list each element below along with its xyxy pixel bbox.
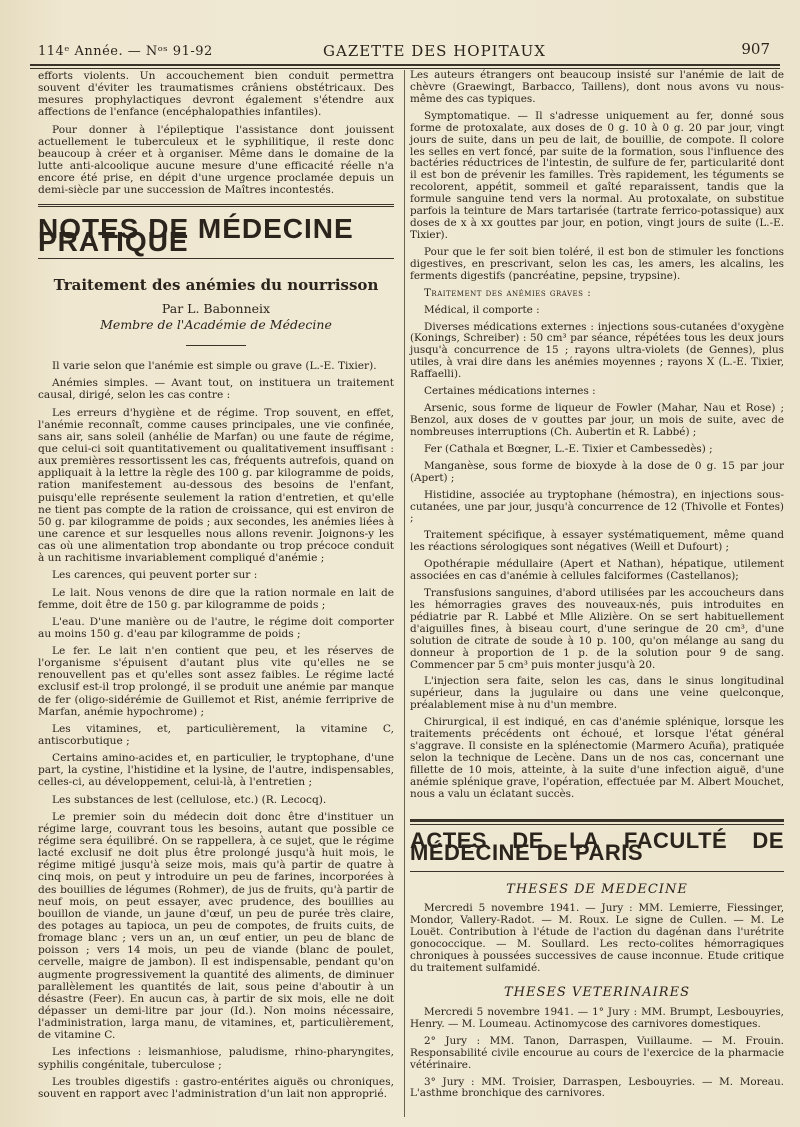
paragraph: Les carences, qui peuvent porter sur : (52, 569, 258, 582)
paragraph: L'injection sera faite, selon les cas, dans le sinus longitudinal supérieur, dans la jugulaire ou dans une veine quelconque, préalablement mise à nu d'un membre. (410, 675, 784, 712)
title-divider (186, 345, 246, 346)
paragraph: Mercredi 5 novembre 1941. — 1° Jury : MM. Brumpt, Lesbouyries, Henry. — M. Loumeau. Actinomycose des carnivores domestiques. (410, 1005, 784, 1030)
paragraph: Opothérapie médullaire (Apert et Nathan), hépatique, utilement associées en cas d'anémie à cellules falciformes (Castellanos); (410, 558, 784, 583)
paragraph: Les auteurs étrangers ont beaucoup insisté sur l'anémie de lait de chèvre (Graewingt, Barbacco, Taillens), dont nous avons vu nous-même des cas typiques. (410, 69, 784, 105)
paragraph: Chirurgical, il est indiqué, en cas d'anémie splénique, lorsque les traitements précédents ont échoué, et lorsque l'état général s'aggrave. Il consiste en la splénectomie (Marmero Acuña), pratiquée selon la technique de Lecène. Dans un de nos cas, concernant une fillette de 10 mois, atteinte, à la suite d'une infection aiguë, d'une anémie splénique grave, l'opération, effectuée par M. Albert Mouchet, nous a valu un éclatant succès. (410, 716, 784, 800)
paragraph: Il varie selon que l'anémie est simple ou grave (L.-E. Tixier). (52, 360, 377, 373)
paragraph: 2° Jury : MM. Tanon, Darraspen, Vuillaume. — M. Frouin. Responsabilité civile encourue au cours de l'exercice de la pharmacie vétérinaire. (410, 1034, 784, 1071)
paragraph: Mercredi 5 novembre 1941. — Jury : MM. Lemierre, Fiessinger, Mondor, Vallery-Radot. — M. Roux. Le signe de Cullen. — M. Le Louët. Contribution à l'étude de l'action du dagénan dans l'urétrite gonococcique. — M. Soullard. Les recto-colites hémorragiques chroniques à poussées successives de cause inconnue. Etude critique du traitement sulfamidé. (410, 902, 784, 975)
paragraph: Anémies simples. — Avant tout, on instituera un traitement causal, dirigé, selon les cas contre : (38, 377, 394, 402)
paragraph: Les troubles digestifs : gastro-entérites aiguës ou chroniques, souvent en rapport avec l'administration d'un lait non approprié. (38, 1075, 394, 1100)
section-rule (38, 258, 394, 259)
paragraph: Certains amino-acides et, en particulier, le tryptophane, d'une part, la cystine, l'histidine et la lysine, de l'autre, indispensables, celles-ci, au développement, celui-là, à l'entretien ; (38, 752, 394, 789)
paragraph: Transfusions sanguines, d'abord utilisées par les accoucheurs dans les hémorragies graves des nouveaux-nés, puis introduites en pédiatrie par R. Labbé et Mlle Alizière. On se sert habituellement d'aiguilles fines, à biseau court, d'une seringue de 20 cm³, d'une solution de citrate de soude à 10 p. 100, qu'on mélange au sang du donneur à proportion de 1 p. de la solution pour 9 de sang. Commencer par 5 cm³ puis monter jusqu'à 20. (410, 587, 784, 671)
column-divider (404, 70, 405, 1117)
journal-title: GAZETTE DES HOPITAUX (323, 42, 546, 60)
page-number: 907 (741, 40, 770, 58)
paragraph: Manganèse, sous forme de bioxyde à la dose de 0 g. 15 par jour (Apert) ; (410, 459, 784, 484)
paragraph: 3° Jury : MM. Troisier, Darraspen, Lesbouyries. — M. Moreau. L'asthme bronchique des carnivores. (410, 1075, 784, 1100)
paragraph: Les infections : leismanhiose, paludisme, rhino-pharyngites, syphilis congénitale, tuberculose ; (38, 1046, 394, 1071)
paragraph: Les vitamines, et, particulièrement, la vitamine C, antiscorbutique ; (38, 722, 394, 748)
theses-medecine-heading: THESES DE MEDECINE (506, 881, 688, 897)
paragraph: Pour donner à l'épileptique l'assistance dont jouissent actuellement le tuberculeux et le syphilitique, il reste donc beaucoup à créer et à organiser. Même dans le domaine de la lutte anti-alcoolique aucune mesure d'une efficacité réelle n'a encore été prise, en dépit d'une urgence proclamée depuis un demi-siècle par une succession de Maîtres incontestés. (38, 123, 394, 197)
paragraph: Symptomatique. — Il s'adresse uniquement au fer, donné sous forme de protoxalate, aux doses de 0 g. 10 à 0 g. 20 par jour, vingt jours de suite, dans un peu de lait, de bouillie, de compote. Il colore les selles en vert foncé, par suite de la formation, sous l'influence des bactéries réductrices de l'intestin, de sulfure de fer, particularité dont il est bon de prévenir les familles. Très rapidement, les téguments se recolorent, appétit, sommeil et gaîté reparaissent, tandis que la formule sanguine tend vers la normal. Au protoxalate, on substitue parfois la teinture de Mars tartarisée (tartrate ferrico-potassique) aux doses de x à xx gouttes par jour, en potion, vingt jours de suite (L.-E. Tixier). (410, 109, 784, 241)
section-title: NOTES DE MÉDECINE PRATIQUE (38, 213, 354, 257)
actes-heading: ACTES DE LA FACULTÉ DE MÉDECINE DE PARIS (410, 827, 784, 865)
paragraph: L'eau. D'une manière ou de l'autre, le régime doit comporter au moins 150 g. d'eau par kilogramme de poids ; (38, 615, 394, 640)
section-rule (410, 871, 784, 872)
paragraph: Le fer. Le lait n'en contient que peu, et les réserves de l'organisme s'épuisent d'autant plus vite qu'elles ne se renouvellent pas et qu'elles sont assez faibles. Le régime lacté exclusif est-il trop prolongé, il se produit une anémie par manque de fer (oligo-sidérémie de Guillemot et Rist, anémie ferriprive de Marfan, anémie hypochrome) ; (38, 645, 394, 718)
author-affiliation: Membre de l'Académie de Médecine (100, 316, 332, 332)
paragraph: Les substances de lest (cellulose, etc.) (R. Lecocq). (52, 793, 327, 806)
paragraph: Traitement spécifique, à essayer systématiquement, même quand les réactions sérologiques sont négatives (Weill et Dufourt) ; (410, 529, 784, 554)
article-author: Par L. Babonneix (161, 300, 271, 316)
section-rule (410, 819, 784, 825)
paragraph: Diverses médications externes : injections sous-cutanées d'oxygène (Konings, Schreiber) : 50 cm³ par séance, répétées tous les deux jours jusqu'à concurrence de 15 ; rayons ultra-violets (de Gennes), plus utiles, à vrai dire dans les anémies moyennes ; rayons X (L.-E. Tixier, Raffaelli). (410, 320, 784, 381)
paragraph: Les erreurs d'hygiène et de régime. Trop souvent, en effet, l'anémie reconnaît, comme causes principales, une vie confinée, sans air, sans soleil (anhélie de Marfan) ou une faute de régime, que celui-ci soit quantitativement ou qualitativement insuffisant : aux premières ressortissent les cas, fréquents autrefois, quand on appliquait à la lettre la règle des 100 g. par kilogramme de poids, ration manifestement au-dessous des besoins de l'enfant, puisqu'elle représente seulement la ration d'entretien, et qu'elle ne tient pas compte de la ration de croissance, qui est environ de 50 g. par kilogramme de poids ; aux secondes, les anémies liées à une carence et sur lesquelles nous allons revenir. Joignons-y les cas où une alimentation trop abondante ou trop précoce conduit à un rachitisme invariablement compliqué d'anémie ; (38, 406, 394, 565)
paragraph: Arsenic, sous forme de liqueur de Fowler (Mahar, Nau et Rose) ; Benzol, aux doses de v gouttes par jour, un mois de suite, avec de nombreuses interruptions (Ch. Aubertin et R. Labbé) ; (410, 402, 784, 438)
paragraph: Histidine, associée au tryptophane (hémostra), en injections sous-cutanées, une par jour, jusqu'à concurrence de 12 (Thivolle et Fontes) ; (410, 488, 784, 525)
paragraph: Le premier soin du médecin doit donc être d'instituer un régime large, couvrant tous les besoins, autant que possible ce régime sera équilibré. On se rappellera, à ce sujet, que le régime lacté exclusif ne doit plus être prolongé jusqu'à huit mois, le régime mitigé jusqu'à seize mois, mais qu'à partir de quatre à cinq mois, on peut y introduire un peu de farines, incorporées à des bouillies de légumes (Rohmer), de jus de fruits, qu'à partir de neuf mois, on peut essayer, avec prudence, des bouillies au bouillon de viande, un jaune d'œuf, un peu de purée très claire, des potages au tapioca, un peu de compotes, de fruits cuits, de fromage blanc ; vers un an, un œuf entier, un peu de blanc de poisson ; vers 14 mois, un peu de viande (blanc de poulet, cervelle, maigre de jambon). Il est indispensable, pendant qu'on augmente progressivement la quantité des aliments, de diminuer parallèlement les quantités de lait, sous peine d'aboutir à un désastre (Feer). En aucun cas, à partir de six mois, elle ne doit dépasser un demi-litre par jour (Id.). Non moins nécessaire, l'administration, larga manu, de vitamines, et, particulièrement, de vitamine C. (38, 810, 394, 1042)
paragraph: Fer (Cathala et Bœgner, L.-E. Tixier et Cambessedès) ; (424, 442, 713, 455)
left-column (38, 70, 394, 1105)
right-column (410, 70, 784, 1105)
subheading: Traitement des anémies graves : (424, 286, 592, 299)
paragraph: Le lait. Nous venons de dire que la ration normale en lait de femme, doit être de 150 g. par kilogramme de poids ; (38, 586, 394, 611)
page-header (38, 38, 780, 66)
paragraph: efforts violents. Un accouchement bien conduit permettra souvent d'éviter les traumatismes crâniens obstétricaux. Des mesures prophylactiques devront également s'étendre aux affections de l'enfance (encéphalopathies infantiles). (38, 70, 394, 119)
paragraph: Certaines médications internes : (424, 385, 596, 398)
paragraph: Médical, il comporte : (424, 303, 540, 316)
year-issue: 114ᵉ Année. — Nᵒˢ 91-92 (38, 44, 213, 59)
article-title: Traitement des anémies du nourrisson (53, 275, 379, 294)
section-rule (38, 204, 394, 207)
paragraph: Pour que le fer soit bien toléré, il est bon de stimuler les fonctions digestives, en prescrivant, selon les cas, les amers, les alcalins, les ferments digestifs (pancréatine, pepsine, trypsine). (410, 245, 784, 282)
theses-veterinaires-heading: THESES VETERINAIRES (504, 985, 690, 1000)
